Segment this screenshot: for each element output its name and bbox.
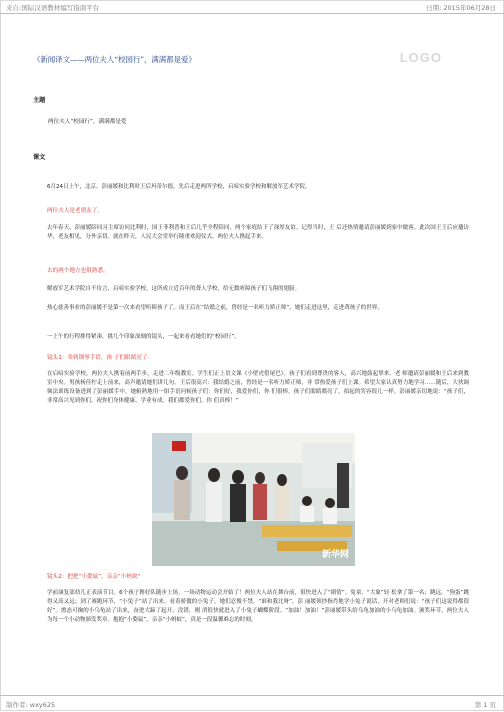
lens2-heading: 镜头2：把把“小姿鼠”，亲亲“小蚂蚁” [47,574,141,580]
logo-placeholder: LOGO [399,50,442,65]
news-photo [152,433,355,566]
subject-text: 两位夫人“校园行”，满满都是爱 [48,119,127,125]
section2-paragraph1: 解放军艺术学院自不待言，启喑实验学校，这所成立近百年的聋人学校，给无数听障孩子们飞翔的翅膀。 [47,286,301,292]
section2-paragraph2: 热心慈善事业的彭丽媛不是第一次来看望听障孩子了。而王后在“结婚之前，曾经是一名听力矫正师”。她们走进这里，走进聋孩子的世界。 [47,305,383,311]
section2-paragraph3: 一上午的行程排得紧凑。挑几个印象深刻的镜头，一起来看看她们的“校园行”。 [47,334,240,340]
article-headline: 《新闻译文——两位夫人“校园行”，满满都是爱》 [33,55,196,64]
author-label: 制作者: wxy625 [6,701,56,709]
section2-heading: 去的两个地方也很熟悉。 [47,268,109,274]
classroom-photo-illustration [152,433,355,566]
source-label: 来自:国际汉语教材编写指南平台 [6,4,100,12]
page-header [0,0,504,14]
date-label: 日期: 2015年06月28日 [426,4,496,12]
lens1-heading: 镜头1：牵到钢琴手语，孩 子们眼睛亮了 [47,355,148,361]
intro-paragraph: 6月24日上午，北京。彭丽媛和比利时王后玛蒂尔德，先后走进两所学校，启喑实验学校和解放军艺术学院。 [47,184,311,190]
section1-heading: 两位夫人是老朋友了。 [47,208,103,214]
lens2-paragraph: 学前康复部幼儿正表演节目。6个孩子搀好队随步上场，一场动物运动会开始了！两位夫人站在舞台前，很快进入了“剧情”。兔童，“大象”轻 松拿了第一名；跳远，“狗蛋”跳得又高又远；到了赛跑环节，“小兔子”站了出来。看着骄傲的小兔子，她们忍俊不禁。“谁和我比呀”，彭 丽媛领抄指肖地学小兔子说话，开对老师们说：“孩子们这说得都很好”。憨态可掬的小乌龟站了出来，奋进大蹄了起开。没错，刚 消很快就进入了小兔子蝴蝶阶段。“加油！加油！”彭丽媛带头给乌龟加油的小乌龟加油。颁奖环节，两位夫人为每一个小动物颁发奖章。抱抱“小姿鼠”，亲亲“小蚂蚁”，真是一段温馨难忘的时刻。 [47,590,469,623]
subject-label: 主题 [33,97,46,104]
text-label: 课文 [33,154,46,161]
section1-paragraph: 去年春天，彭丽媛陪同习主席访问比利时，国王菲利普和王后几乎全程陪同，两个家庭结下了深厚友谊。记得当时，王 后还热情邀请彭丽媛到家中做客。此次国王王后应邀访华，老友相见，分外亲切。就在昨天，人民大会堂举行隆重欢迎仪式，两位夫人携起手来。 [47,225,469,240]
lens1-paragraph: 在启喑实验学校，两位夫人携着前两手步，走进二年级教室。学生们正上语文课《小壁虎借尾巴》。孩子们看到尊贵的客人，高兴地鼓起掌来。老 师邀请彭丽媛和王后来到教室中央。男孩杨佳柠走上前来，高声邀请她们讲几句。王后很高兴：我结婚之前，曾经是一名听力矫正师，非 常热爱孩子们上课。希望大家认真努力地学习……随后，大伙调频法训练设备进到了彭丽媛手中。她俯熟地用一组手语问候孩子们：你们好，我爱你们，你 们很棒。孩子们眼睛都亮了，拍起的笑容很几一样。彭丽媛亲切地说：“孩子们，非常高兴见到你们，祝你们身体健康、学业有成。我们都爱你们，你 们真棒！” [47,371,469,404]
photo-watermark: 新华网 [322,550,350,560]
page-number: 第 1 页 [474,701,496,709]
page-footer [0,695,504,712]
